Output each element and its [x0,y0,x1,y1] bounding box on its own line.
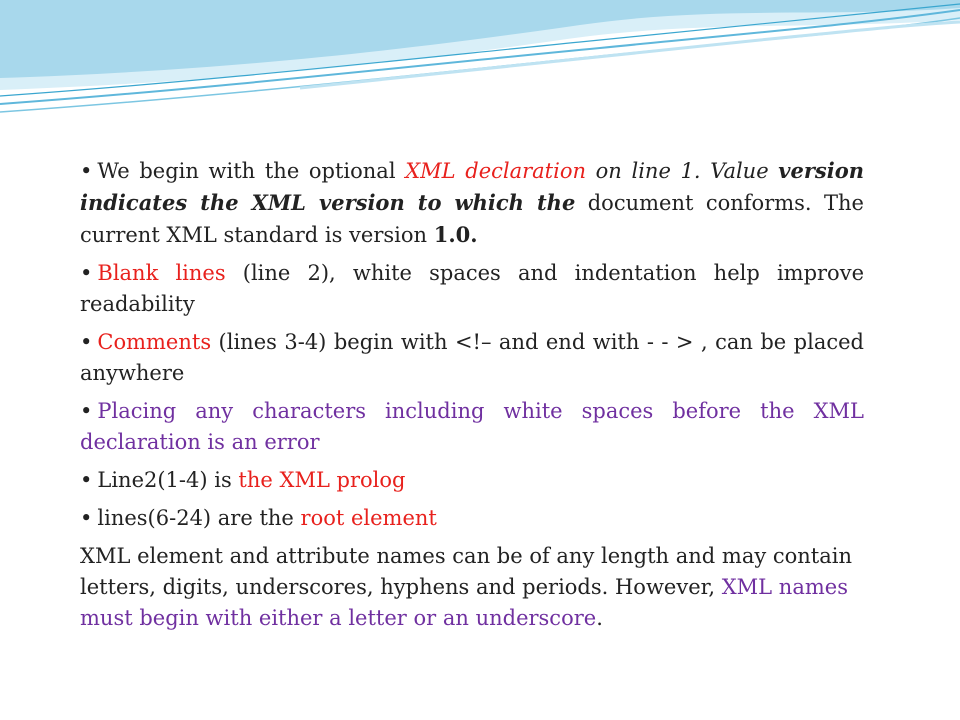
bullet-glyph: • [80,399,93,423]
bullet-placing-characters: • Placing any characters including white spaces before the XML declaration is an error [80,399,864,454]
bullet-blank-lines: • Blank lines (line 2), white spaces and indentation help improve readability [80,261,864,316]
paragraph-xml-names: XML element and attribute names can be of any length and may contain letters, digits, underscores, hyphens and periods. However, XML names must begin with either a letter or an underscore. [80,544,853,630]
bullet-glyph: • [80,506,93,530]
slide-body [80,155,864,641]
bullet-glyph: • [80,159,93,183]
bullet-xml-declaration: • We begin with the optional XML declaration on line 1. Value version indicates the XML version to which the document conforms. The current XML standard is version 1.0. [80,158,864,247]
bullet-comments: • Comments (lines 3-4) begin with <!– and end with - - > , can be placed anywhere [80,330,864,385]
decorative-wave-header [0,0,960,140]
bullet-glyph: • [80,468,93,492]
bullet-glyph: • [80,330,93,354]
bullet-root-element: • lines(6-24) are the root element [80,506,437,530]
bullet-xml-prolog: • Line2(1-4) is the XML prolog [80,468,406,492]
bullet-glyph: • [80,261,93,285]
